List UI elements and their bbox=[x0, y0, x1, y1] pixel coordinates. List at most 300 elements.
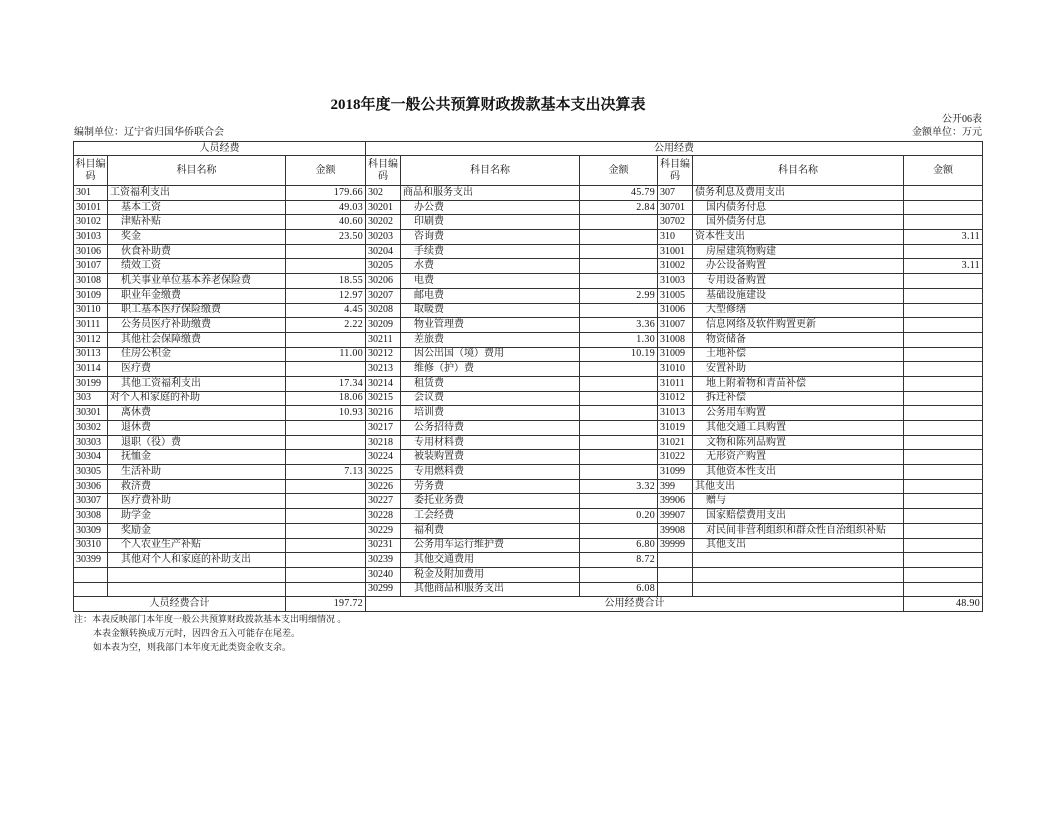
table-row bbox=[74, 318, 983, 333]
public-left-code-cell: 30217 bbox=[366, 421, 401, 436]
personnel-name-cell: 其他工资福利支出 bbox=[108, 376, 286, 391]
public-right-amount-cell bbox=[904, 200, 983, 215]
personnel-amount-cell: 7.13 bbox=[286, 465, 366, 480]
personnel-code-cell: 30302 bbox=[74, 421, 108, 436]
group-header-row bbox=[74, 142, 983, 156]
public-left-name-cell: 水费 bbox=[401, 259, 580, 274]
personnel-code-cell: 30111 bbox=[74, 318, 108, 333]
public-left-name-cell: 印刷费 bbox=[401, 215, 580, 230]
public-left-amount-cell: 6.80 bbox=[580, 538, 658, 553]
public-right-code-cell: 31012 bbox=[658, 391, 693, 406]
totals-row bbox=[74, 597, 983, 612]
personnel-code-cell: 30103 bbox=[74, 230, 108, 245]
public-right-name-cell: 国内债务付息 bbox=[693, 200, 904, 215]
public-left-amount-cell bbox=[580, 215, 658, 230]
personnel-amount-cell: 4.45 bbox=[286, 303, 366, 318]
table-row bbox=[74, 465, 983, 480]
personnel-amount-cell: 18.55 bbox=[286, 274, 366, 289]
public-right-amount-cell bbox=[904, 391, 983, 406]
personnel-name-cell: 公务员医疗补助缴费 bbox=[108, 318, 286, 333]
public-right-code-cell: 31001 bbox=[658, 244, 693, 259]
public-left-amount-cell bbox=[580, 421, 658, 436]
personnel-amount-cell: 17.34 bbox=[286, 376, 366, 391]
personnel-amount-cell bbox=[286, 509, 366, 524]
table-row bbox=[74, 347, 983, 362]
public-left-name-cell: 邮电费 bbox=[401, 288, 580, 303]
public-right-amount-cell bbox=[904, 376, 983, 391]
personnel-total-amount: 197.72 bbox=[286, 597, 366, 612]
public-right-amount-cell bbox=[904, 465, 983, 480]
personnel-amount-cell bbox=[286, 538, 366, 553]
personnel-code-cell: 303 bbox=[74, 391, 108, 406]
personnel-name-header: 科目名称 bbox=[108, 156, 286, 186]
public-right-code-cell bbox=[658, 582, 693, 597]
personnel-code-cell: 30301 bbox=[74, 406, 108, 421]
personnel-amount-cell bbox=[286, 567, 366, 582]
public-left-amount-cell bbox=[580, 244, 658, 259]
public-left-amount-cell bbox=[580, 230, 658, 245]
public-right-code-cell: 30702 bbox=[658, 215, 693, 230]
table-row bbox=[74, 376, 983, 391]
personnel-name-cell: 抚恤金 bbox=[108, 450, 286, 465]
personnel-code-cell: 30308 bbox=[74, 509, 108, 524]
public-left-amount-cell bbox=[580, 303, 658, 318]
personnel-name-cell: 退职（役）费 bbox=[108, 435, 286, 450]
public-left-code-cell: 30228 bbox=[366, 509, 401, 524]
table-row bbox=[74, 567, 983, 582]
public-right-code-cell: 31011 bbox=[658, 376, 693, 391]
personnel-amount-cell bbox=[286, 421, 366, 436]
public-left-name-cell: 其他商品和服务支出 bbox=[401, 582, 580, 597]
table-row bbox=[74, 582, 983, 597]
table-row bbox=[74, 186, 983, 201]
public-right-code-cell: 31013 bbox=[658, 406, 693, 421]
personnel-code-cell: 30108 bbox=[74, 274, 108, 289]
public-left-name-cell: 办公费 bbox=[401, 200, 580, 215]
public-right-name-cell: 其他支出 bbox=[693, 538, 904, 553]
public-left-code-cell: 30231 bbox=[366, 538, 401, 553]
personnel-name-cell: 其他对个人和家庭的补助支出 bbox=[108, 553, 286, 568]
personnel-total-label: 人员经费合计 bbox=[74, 597, 286, 612]
personnel-code-cell: 30114 bbox=[74, 362, 108, 377]
public-right-amount-cell bbox=[904, 347, 983, 362]
public-left-name-cell: 电费 bbox=[401, 274, 580, 289]
personnel-amount-cell bbox=[286, 450, 366, 465]
public-right-name-cell: 对民间非营利组织和群众性自治组织补贴 bbox=[693, 523, 904, 538]
personnel-name-cell: 对个人和家庭的补助 bbox=[108, 391, 286, 406]
public-left-name-header: 科目名称 bbox=[401, 156, 580, 186]
public-left-code-cell: 30202 bbox=[366, 215, 401, 230]
personnel-name-cell: 医疗费补助 bbox=[108, 494, 286, 509]
public-left-code-cell: 302 bbox=[366, 186, 401, 201]
personnel-name-cell: 奖金 bbox=[108, 230, 286, 245]
public-right-amount-cell bbox=[904, 450, 983, 465]
public-right-name-cell: 地上附着物和青苗补偿 bbox=[693, 376, 904, 391]
table-body bbox=[74, 186, 983, 597]
public-right-name-cell: 赠与 bbox=[693, 494, 904, 509]
personnel-name-cell: 伙食补助费 bbox=[108, 244, 286, 259]
public-left-amount-cell: 2.99 bbox=[580, 288, 658, 303]
public-left-code-cell: 30206 bbox=[366, 274, 401, 289]
public-right-name-cell: 其他支出 bbox=[693, 479, 904, 494]
note-line: 如本表为空，则我部门本年度无此类资金收支余。 bbox=[93, 642, 292, 652]
public-right-amount-cell bbox=[904, 538, 983, 553]
table-number: 公开06表 bbox=[942, 114, 982, 125]
public-left-code-cell: 30205 bbox=[366, 259, 401, 274]
table-row bbox=[74, 215, 983, 230]
public-right-name-cell: 债务利息及费用支出 bbox=[693, 186, 904, 201]
public-right-name-cell: 大型修缮 bbox=[693, 303, 904, 318]
personnel-code-cell: 30306 bbox=[74, 479, 108, 494]
personnel-code-cell: 30304 bbox=[74, 450, 108, 465]
public-left-name-cell: 培训费 bbox=[401, 406, 580, 421]
public-right-code-cell bbox=[658, 553, 693, 568]
personnel-amount-cell: 2.22 bbox=[286, 318, 366, 333]
public-left-amount-cell: 3.36 bbox=[580, 318, 658, 333]
public-right-amount-header: 金额 bbox=[904, 156, 983, 186]
public-right-name-cell bbox=[693, 582, 904, 597]
public-left-amount-cell bbox=[580, 391, 658, 406]
personnel-name-cell: 医疗费 bbox=[108, 362, 286, 377]
expenditure-table bbox=[73, 141, 983, 612]
report-title: 2018年度一般公共预算财政拨款基本支出决算表 bbox=[330, 97, 646, 113]
public-right-amount-cell bbox=[904, 362, 983, 377]
table-row bbox=[74, 362, 983, 377]
public-right-name-cell: 国外债务付息 bbox=[693, 215, 904, 230]
public-right-code-cell bbox=[658, 567, 693, 582]
public-left-name-cell: 因公出国（境）费用 bbox=[401, 347, 580, 362]
note-line: 注：本表反映部门本年度一般公共预算财政拨款基本支出明细情况 。 bbox=[74, 614, 347, 624]
table-row bbox=[74, 479, 983, 494]
public-left-code-cell: 30208 bbox=[366, 303, 401, 318]
table-row bbox=[74, 288, 983, 303]
personnel-amount-cell bbox=[286, 553, 366, 568]
public-right-amount-cell bbox=[904, 494, 983, 509]
public-left-amount-cell bbox=[580, 406, 658, 421]
public-total-label: 公用经费合计 bbox=[366, 597, 904, 612]
personnel-code-cell: 30113 bbox=[74, 347, 108, 362]
table-row bbox=[74, 230, 983, 245]
public-right-name-cell: 信息网络及软件购置更新 bbox=[693, 318, 904, 333]
public-left-amount-cell bbox=[580, 523, 658, 538]
public-left-name-cell: 公务用车运行维护费 bbox=[401, 538, 580, 553]
personnel-amount-cell: 40.60 bbox=[286, 215, 366, 230]
public-left-name-cell: 委托业务费 bbox=[401, 494, 580, 509]
personnel-code-cell: 30309 bbox=[74, 523, 108, 538]
personnel-code-cell: 30305 bbox=[74, 465, 108, 480]
public-left-code-cell: 30203 bbox=[366, 230, 401, 245]
public-left-code-cell: 30213 bbox=[366, 362, 401, 377]
table-row bbox=[74, 523, 983, 538]
personnel-name-cell: 职业年金缴费 bbox=[108, 288, 286, 303]
public-left-code-cell: 30204 bbox=[366, 244, 401, 259]
public-right-amount-cell bbox=[904, 435, 983, 450]
table-row bbox=[74, 553, 983, 568]
public-left-name-cell: 取暖费 bbox=[401, 303, 580, 318]
public-left-amount-cell bbox=[580, 450, 658, 465]
public-right-amount-cell bbox=[904, 332, 983, 347]
personnel-amount-cell bbox=[286, 332, 366, 347]
public-left-amount-cell bbox=[580, 494, 658, 509]
public-left-code-cell: 30211 bbox=[366, 332, 401, 347]
public-right-code-cell: 31099 bbox=[658, 465, 693, 480]
public-right-name-cell: 专用设备购置 bbox=[693, 274, 904, 289]
public-right-amount-cell bbox=[904, 523, 983, 538]
personnel-code-cell: 301 bbox=[74, 186, 108, 201]
public-left-amount-cell: 1.30 bbox=[580, 332, 658, 347]
personnel-code-cell: 30303 bbox=[74, 435, 108, 450]
personnel-amount-cell bbox=[286, 259, 366, 274]
personnel-amount-header: 金额 bbox=[286, 156, 366, 186]
personnel-name-cell: 助学金 bbox=[108, 509, 286, 524]
public-right-amount-cell: 3.11 bbox=[904, 259, 983, 274]
public-left-name-cell: 手续费 bbox=[401, 244, 580, 259]
personnel-code-cell bbox=[74, 582, 108, 597]
public-left-name-cell: 咨询费 bbox=[401, 230, 580, 245]
personnel-name-cell: 基本工资 bbox=[108, 200, 286, 215]
public-left-name-cell: 工会经费 bbox=[401, 509, 580, 524]
compiling-unit: 编制单位：辽宁省归国华侨联合会 bbox=[74, 127, 224, 138]
public-right-code-cell: 30701 bbox=[658, 200, 693, 215]
public-right-code-cell: 39908 bbox=[658, 523, 693, 538]
public-right-code-cell: 39906 bbox=[658, 494, 693, 509]
personnel-group-header: 人员经费 bbox=[74, 142, 366, 156]
public-right-name-cell: 基础设施建设 bbox=[693, 288, 904, 303]
public-left-code-cell: 30212 bbox=[366, 347, 401, 362]
personnel-amount-cell: 18.06 bbox=[286, 391, 366, 406]
personnel-amount-cell: 23.50 bbox=[286, 230, 366, 245]
public-right-code-cell: 39999 bbox=[658, 538, 693, 553]
public-left-name-cell: 维修（护）费 bbox=[401, 362, 580, 377]
table-row bbox=[74, 244, 983, 259]
personnel-amount-cell bbox=[286, 435, 366, 450]
public-right-code-cell: 31006 bbox=[658, 303, 693, 318]
public-left-amount-cell bbox=[580, 376, 658, 391]
table-row bbox=[74, 450, 983, 465]
public-left-name-cell: 福利费 bbox=[401, 523, 580, 538]
public-left-code-cell: 30207 bbox=[366, 288, 401, 303]
public-right-amount-cell bbox=[904, 509, 983, 524]
public-right-name-cell: 其他资本性支出 bbox=[693, 465, 904, 480]
note-line: 本表金额转换成万元时，因四舍五入可能存在尾差。 bbox=[93, 628, 301, 638]
table-row bbox=[74, 391, 983, 406]
public-left-name-cell: 会议费 bbox=[401, 391, 580, 406]
personnel-amount-cell bbox=[286, 523, 366, 538]
personnel-code-cell: 30310 bbox=[74, 538, 108, 553]
personnel-code-cell: 30307 bbox=[74, 494, 108, 509]
public-left-name-cell: 劳务费 bbox=[401, 479, 580, 494]
public-right-amount-cell bbox=[904, 244, 983, 259]
table-row bbox=[74, 200, 983, 215]
public-right-amount-cell bbox=[904, 186, 983, 201]
public-right-code-cell: 399 bbox=[658, 479, 693, 494]
notes bbox=[74, 612, 346, 654]
public-left-amount-cell: 8.72 bbox=[580, 553, 658, 568]
public-right-name-cell: 拆迁补偿 bbox=[693, 391, 904, 406]
public-left-code-cell: 30216 bbox=[366, 406, 401, 421]
personnel-code-cell: 30107 bbox=[74, 259, 108, 274]
public-right-name-cell: 房屋建筑物购建 bbox=[693, 244, 904, 259]
public-left-amount-cell: 3.32 bbox=[580, 479, 658, 494]
public-right-name-cell: 无形资产购置 bbox=[693, 450, 904, 465]
personnel-name-cell bbox=[108, 582, 286, 597]
public-right-name-cell bbox=[693, 553, 904, 568]
public-right-name-cell: 土地补偿 bbox=[693, 347, 904, 362]
public-left-name-cell: 税金及附加费用 bbox=[401, 567, 580, 582]
public-right-code-cell: 307 bbox=[658, 186, 693, 201]
personnel-amount-cell bbox=[286, 494, 366, 509]
public-left-name-cell: 专用材料费 bbox=[401, 435, 580, 450]
personnel-name-cell: 退休费 bbox=[108, 421, 286, 436]
personnel-code-cell: 30109 bbox=[74, 288, 108, 303]
public-left-code-cell: 30214 bbox=[366, 376, 401, 391]
public-right-code-header: 科目编码 bbox=[658, 156, 693, 186]
personnel-code-header: 科目编码 bbox=[74, 156, 108, 186]
personnel-name-cell: 津贴补贴 bbox=[108, 215, 286, 230]
table-row bbox=[74, 259, 983, 274]
personnel-code-cell: 30102 bbox=[74, 215, 108, 230]
public-right-code-cell: 31003 bbox=[658, 274, 693, 289]
public-left-amount-cell: 45.79 bbox=[580, 186, 658, 201]
public-right-code-cell: 31008 bbox=[658, 332, 693, 347]
personnel-code-cell: 30399 bbox=[74, 553, 108, 568]
personnel-amount-cell: 179.66 bbox=[286, 186, 366, 201]
public-right-name-cell: 物资储备 bbox=[693, 332, 904, 347]
personnel-name-cell bbox=[108, 567, 286, 582]
public-left-code-cell: 30227 bbox=[366, 494, 401, 509]
public-right-code-cell: 31002 bbox=[658, 259, 693, 274]
personnel-amount-cell: 49.03 bbox=[286, 200, 366, 215]
public-left-code-cell: 30229 bbox=[366, 523, 401, 538]
public-left-amount-cell bbox=[580, 362, 658, 377]
public-right-name-cell: 资本性支出 bbox=[693, 230, 904, 245]
public-left-amount-cell bbox=[580, 567, 658, 582]
table-row bbox=[74, 274, 983, 289]
table-row bbox=[74, 406, 983, 421]
public-right-code-cell: 39907 bbox=[658, 509, 693, 524]
personnel-name-cell: 生活补助 bbox=[108, 465, 286, 480]
personnel-name-cell: 住房公积金 bbox=[108, 347, 286, 362]
public-total-amount: 48.90 bbox=[904, 597, 983, 612]
personnel-amount-cell: 10.93 bbox=[286, 406, 366, 421]
personnel-code-cell bbox=[74, 567, 108, 582]
public-left-code-cell: 30201 bbox=[366, 200, 401, 215]
public-left-amount-cell: 2.84 bbox=[580, 200, 658, 215]
personnel-name-cell: 救济费 bbox=[108, 479, 286, 494]
public-right-amount-cell: 3.11 bbox=[904, 230, 983, 245]
public-right-amount-cell bbox=[904, 215, 983, 230]
public-left-amount-header: 金额 bbox=[580, 156, 658, 186]
public-right-code-cell: 31009 bbox=[658, 347, 693, 362]
public-left-name-cell: 其他交通费用 bbox=[401, 553, 580, 568]
public-right-amount-cell bbox=[904, 406, 983, 421]
personnel-name-cell: 机关事业单位基本养老保险费 bbox=[108, 274, 286, 289]
personnel-amount-cell bbox=[286, 362, 366, 377]
public-left-code-cell: 30239 bbox=[366, 553, 401, 568]
amount-unit: 金额单位：万元 bbox=[912, 127, 982, 138]
public-right-name-cell: 办公设备购置 bbox=[693, 259, 904, 274]
public-left-code-cell: 30226 bbox=[366, 479, 401, 494]
public-right-code-cell: 31021 bbox=[658, 435, 693, 450]
personnel-name-cell: 个人农业生产补贴 bbox=[108, 538, 286, 553]
public-left-name-cell: 专用燃料费 bbox=[401, 465, 580, 480]
personnel-code-cell: 30199 bbox=[74, 376, 108, 391]
personnel-amount-cell: 12.97 bbox=[286, 288, 366, 303]
public-left-code-cell: 30218 bbox=[366, 435, 401, 450]
personnel-amount-cell bbox=[286, 479, 366, 494]
personnel-code-cell: 30110 bbox=[74, 303, 108, 318]
public-right-amount-cell bbox=[904, 303, 983, 318]
public-right-amount-cell bbox=[904, 421, 983, 436]
public-left-name-cell: 公务招待费 bbox=[401, 421, 580, 436]
public-left-code-header: 科目编码 bbox=[366, 156, 401, 186]
public-left-code-cell: 30215 bbox=[366, 391, 401, 406]
public-left-amount-cell: 0.20 bbox=[580, 509, 658, 524]
public-right-name-cell: 安置补助 bbox=[693, 362, 904, 377]
public-right-amount-cell bbox=[904, 318, 983, 333]
public-group-header: 公用经费 bbox=[366, 142, 983, 156]
personnel-amount-cell bbox=[286, 582, 366, 597]
personnel-amount-cell bbox=[286, 244, 366, 259]
public-left-amount-cell bbox=[580, 259, 658, 274]
public-left-name-cell: 租赁费 bbox=[401, 376, 580, 391]
public-left-name-cell: 商品和服务支出 bbox=[401, 186, 580, 201]
public-left-code-cell: 30209 bbox=[366, 318, 401, 333]
table-row bbox=[74, 303, 983, 318]
public-left-code-cell: 30224 bbox=[366, 450, 401, 465]
column-header-row bbox=[74, 156, 983, 186]
personnel-name-cell: 工资福利支出 bbox=[108, 186, 286, 201]
public-right-name-cell: 文物和陈列品购置 bbox=[693, 435, 904, 450]
table-row bbox=[74, 494, 983, 509]
public-right-name-cell bbox=[693, 567, 904, 582]
public-left-amount-cell bbox=[580, 435, 658, 450]
personnel-code-cell: 30112 bbox=[74, 332, 108, 347]
public-right-code-cell: 31007 bbox=[658, 318, 693, 333]
table-row bbox=[74, 509, 983, 524]
public-right-amount-cell bbox=[904, 553, 983, 568]
public-left-name-cell: 差旅费 bbox=[401, 332, 580, 347]
public-right-name-header: 科目名称 bbox=[693, 156, 904, 186]
public-right-amount-cell bbox=[904, 288, 983, 303]
table-row bbox=[74, 421, 983, 436]
personnel-name-cell: 奖励金 bbox=[108, 523, 286, 538]
public-right-amount-cell bbox=[904, 567, 983, 582]
table-row bbox=[74, 538, 983, 553]
public-left-code-cell: 30299 bbox=[366, 582, 401, 597]
public-left-amount-cell bbox=[580, 274, 658, 289]
personnel-code-cell: 30101 bbox=[74, 200, 108, 215]
table-row bbox=[74, 435, 983, 450]
public-right-code-cell: 31019 bbox=[658, 421, 693, 436]
public-right-code-cell: 31022 bbox=[658, 450, 693, 465]
public-right-amount-cell bbox=[904, 274, 983, 289]
table-row bbox=[74, 332, 983, 347]
personnel-amount-cell: 11.00 bbox=[286, 347, 366, 362]
public-right-name-cell: 其他交通工具购置 bbox=[693, 421, 904, 436]
public-right-name-cell: 公务用车购置 bbox=[693, 406, 904, 421]
public-left-name-cell: 物业管理费 bbox=[401, 318, 580, 333]
public-right-code-cell: 310 bbox=[658, 230, 693, 245]
public-right-amount-cell bbox=[904, 479, 983, 494]
public-left-amount-cell bbox=[580, 465, 658, 480]
public-left-name-cell: 被装购置费 bbox=[401, 450, 580, 465]
public-right-code-cell: 31005 bbox=[658, 288, 693, 303]
personnel-name-cell: 离休费 bbox=[108, 406, 286, 421]
public-left-amount-cell: 10.19 bbox=[580, 347, 658, 362]
public-left-code-cell: 30240 bbox=[366, 567, 401, 582]
public-right-amount-cell bbox=[904, 582, 983, 597]
